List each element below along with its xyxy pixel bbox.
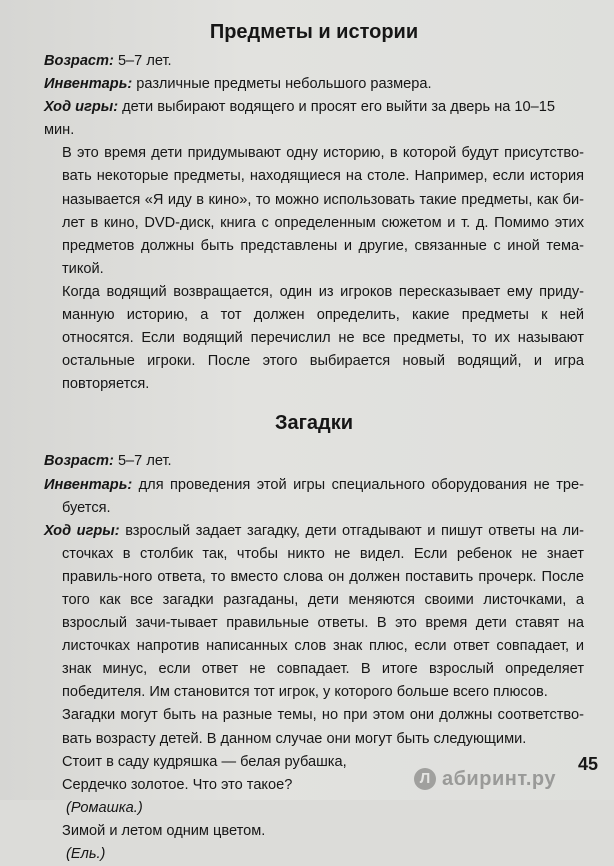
paragraph: Когда водящий возвращается, один из игроков пересказывает ему приду-манную историю, а тот должен определить, какие предметы к ней относятся. Если водящий перечислил не все предметы, то их называют остальные игроки. После этого выбирается новый водящий, и игра повторяется. (62, 283, 584, 393)
process-line (44, 96, 584, 142)
equipment-line (44, 474, 584, 520)
equipment-label: Инвентарь: (44, 76, 133, 93)
page-number: 45 (577, 754, 598, 774)
riddle-answer: (Ромашка.) (66, 799, 143, 816)
equipment-value: различные предметы небольшого размера. (132, 76, 432, 93)
section-title-riddles: Загадки (274, 412, 354, 435)
age-label: Возраст: (44, 53, 114, 69)
age-value: 5–7 лет. (113, 453, 172, 470)
riddle-line: Стоит в саду кудряшка — белая рубашка, (62, 753, 347, 770)
process-value: взрослый задает загадку, дети отгадывают и пишут ответы на ли-сточках в столбик так, чтобы никто не видел. Если ребенок не знает правиль-ного ответа, то вместо слова он должен поставить прочерк. После того как все загадки разгаданы, дети меняются своими листочками, а взрослый зачи-тывает правильные ответы. В это время дети ставят на листочках напротив написанных слов знак плюс, если ответ совпадает, и знак минус, если ответ не совпадает. В итоге взрослый определяет победителя. Им становится тот игрок, у которого больше всего плюсов. (62, 522, 584, 701)
process-line (44, 520, 584, 705)
watermark: абиринт.ру (441, 768, 556, 790)
equipment-line (44, 73, 584, 96)
paragraph: В это время дети придумывают одну историю, в которой будут присутство-вать некоторые предметы, находящиеся на столе. Например, если история называется «Я иду в кино», то можно использовать такие предметы, как би-лет в кино, DVD-диск, книга с определенным сюжетом и т. д. Помимо этих предметов должны быть представлены и другие, связанные с иной тема-тикой. (62, 145, 584, 277)
equipment-label: Инвентарь: (44, 476, 133, 493)
labirint-logo-icon: Л (414, 768, 436, 790)
process-label: Ход игры: (44, 99, 119, 116)
age-line (44, 50, 584, 73)
age-label: Возраст: (44, 453, 114, 470)
process-value: дети выбирают водящего и просят его выйти за дверь на 10–15 мин. (44, 99, 556, 139)
riddle-line: Сердечко золотое. Что это такое? (62, 776, 293, 793)
age-value: 5–7 лет. (113, 53, 172, 69)
riddle-answer: (Ель.) (66, 846, 106, 862)
equipment-value: для проведения этой игры специального оборудования не тре-буется. (62, 476, 584, 516)
age-line (44, 450, 584, 473)
process-label: Ход игры: (44, 522, 120, 539)
page-content (44, 14, 584, 866)
riddles-intro: Загадки могут быть на разные темы, но при этом они должны соответство-вать возрасту детей. В данном случае они могут быть следующими. (62, 707, 584, 747)
riddle-line: Зимой и летом одним цветом. (62, 822, 266, 839)
section-title-objects-and-stories: Предметы и истории (209, 21, 419, 43)
